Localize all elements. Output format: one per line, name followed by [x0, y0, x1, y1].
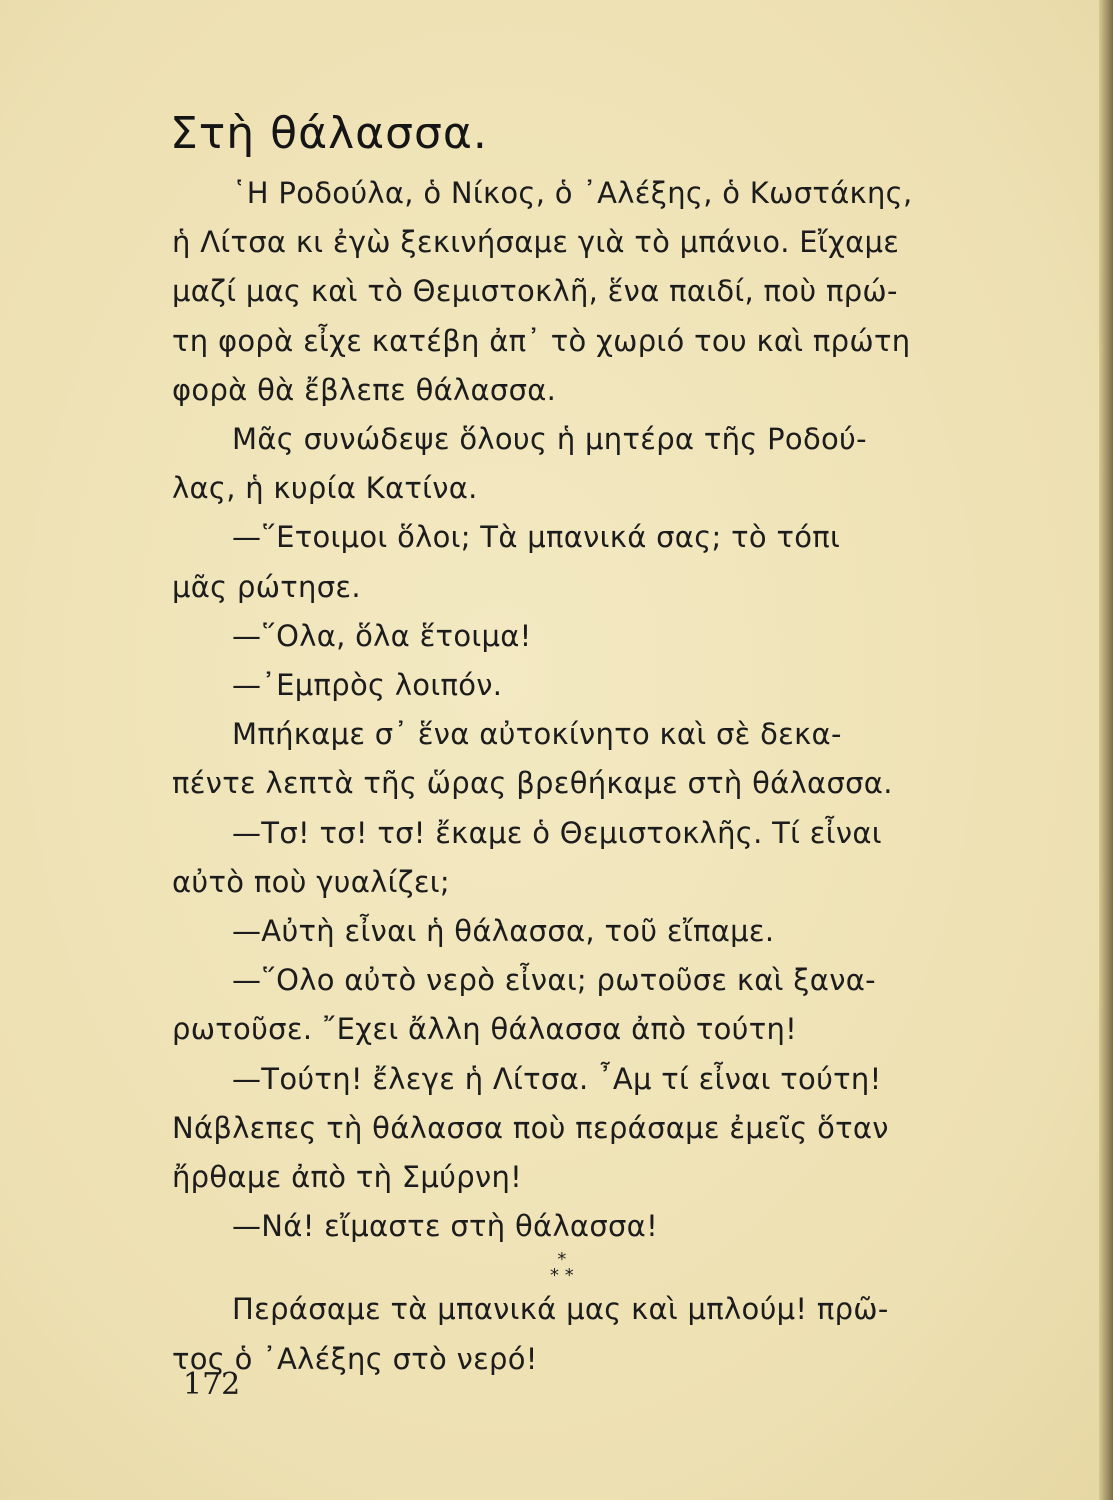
text-line: τη φορὰ εἶχε κατέβη ἀπ᾿ τὸ χωριό του καὶ πρώτη — [172, 324, 911, 358]
text-line: —Τούτη! ἔλεγε ἡ Λίτσα. ῏Αμ τί εἶναι τούτη! — [232, 1062, 882, 1096]
text-line: —῞Ολο αὐτὸ νερὸ εἶναι; ρωτοῦσε καὶ ξανα- — [232, 963, 876, 997]
text-line: λας, ἡ κυρία Κατίνα. — [172, 471, 478, 505]
text-line: —Τσ! τσ! τσ! ἔκαμε ὁ Θεμιστοκλῆς. Τί εἶναι — [232, 816, 882, 850]
text-line: τος ὁ ᾿Αλέξης στὸ νερό! — [172, 1342, 538, 1376]
chapter-title: Στὴ θάλασσα. — [170, 108, 488, 159]
text-line: πέντε λεπτὰ τῆς ὥρας βρεθήκαμε στὴ θάλασσα. — [172, 766, 893, 800]
text-line: ρωτοῦσε. ῎Εχει ἄλλη θάλασσα ἀπὸ τούτη! — [172, 1012, 798, 1046]
text-line: Μᾶς συνώδεψε ὅλους ἡ μητέρα τῆς Ροδού- — [232, 422, 867, 456]
text-line: μαζί μας καὶ τὸ Θεμιστοκλῆ, ἕνα παιδί, ποὺ πρώ- — [172, 274, 898, 308]
text-line: αὐτὸ ποὺ γυαλίζει; — [172, 865, 450, 899]
text-line: —῞Ετοιμοι ὅλοι; Τὰ μπανικά σας; τὸ τόπι — [232, 520, 841, 554]
separator-star-top: * — [557, 1249, 567, 1270]
text-line: —Νά! εἴμαστε στὴ θάλασσα! — [232, 1209, 659, 1243]
text-line: —῞Ολα, ὅλα ἕτοιμα! — [232, 619, 532, 653]
section-separator — [550, 1249, 574, 1286]
show-through-text — [840, 110, 1090, 1110]
separator-star-bottom: * * — [550, 1265, 574, 1286]
page-number: 172 — [183, 1367, 241, 1402]
text-line: ἡ Λίτσα κι ἐγὼ ξεκινήσαμε γιὰ τὸ μπάνιο. Εἴχαμε — [172, 225, 900, 259]
text-line: Νάβλεπες τὴ θάλασσα ποὺ περάσαμε ἐμεῖς ὅταν — [172, 1111, 889, 1145]
text-line: μᾶς ρώτησε. — [172, 570, 361, 604]
text-line: φορὰ θὰ ἔβλεπε θάλασσα. — [172, 373, 557, 407]
text-line: —᾿Εμπρὸς λοιπόν. — [232, 668, 503, 702]
page-edge — [1099, 0, 1113, 1500]
text-line: Μπήκαμε σ᾿ ἕνα αὐτοκίνητο καὶ σὲ δεκα- — [232, 717, 842, 751]
text-line: ῾Η Ροδούλα, ὁ Νίκος, ὁ ᾿Αλέξης, ὁ Κωστάκης, — [232, 176, 913, 210]
text-line: ἤρθαμε ἀπὸ τὴ Σμύρνη! — [172, 1160, 523, 1194]
text-line: —Αὐτὴ εἶναι ἡ θάλασσα, τοῦ εἴπαμε. — [232, 914, 775, 948]
text-line: Περάσαμε τὰ μπανικά μας καὶ μπλούμ! πρῶ- — [232, 1292, 889, 1326]
